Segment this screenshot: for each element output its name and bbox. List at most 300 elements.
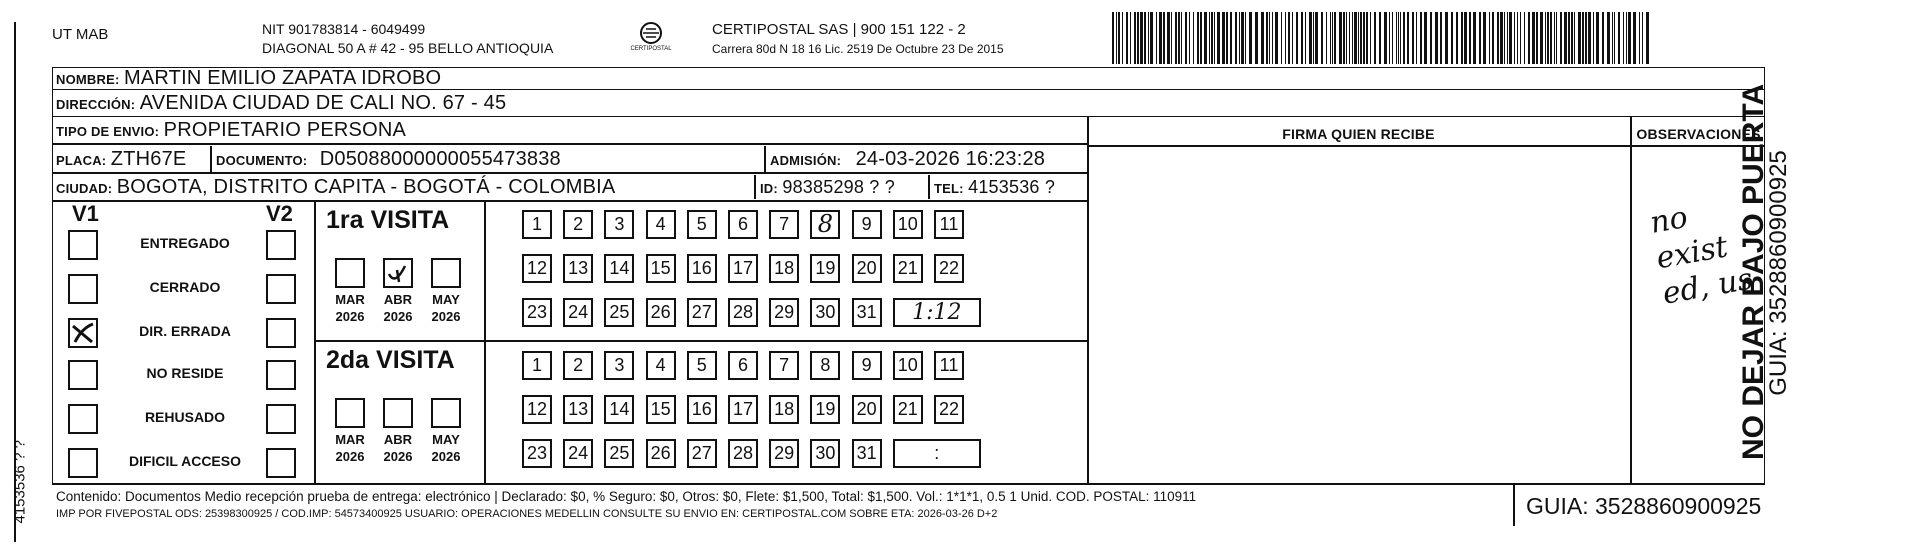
check-mark-icon xyxy=(385,260,411,286)
barcode-bar xyxy=(1360,12,1362,64)
day-box[interactable]: 6 xyxy=(728,351,758,380)
day-box[interactable]: 3 xyxy=(604,210,634,239)
barcode-bar xyxy=(1150,12,1153,64)
day-box[interactable]: 15 xyxy=(646,395,676,424)
barcode-bar xyxy=(1540,12,1543,64)
barcode-bar xyxy=(1582,12,1584,64)
day-box[interactable]: 7 xyxy=(769,351,799,380)
barcode-bar xyxy=(1171,12,1172,64)
observation-text: no exist ed, us xyxy=(1647,199,1756,312)
documento-label: DOCUMENTO: xyxy=(216,153,308,168)
barcode-bar xyxy=(1420,12,1422,64)
month-label: MAR xyxy=(335,292,365,307)
barcode-bar xyxy=(1440,12,1442,64)
barcode-bar xyxy=(1435,12,1438,64)
barcode-bar xyxy=(1596,12,1599,64)
day-box[interactable]: 22 xyxy=(934,395,964,424)
barcode-bar xyxy=(1261,12,1264,64)
barcode-bar xyxy=(1646,12,1649,64)
day-box[interactable]: 27 xyxy=(687,439,717,468)
barcode-bar xyxy=(1137,12,1139,64)
barcode-bar xyxy=(1614,12,1615,64)
carrier-name: CERTIPOSTAL SAS | 900 151 122 - 2 xyxy=(712,21,966,38)
barcode-bar xyxy=(1403,12,1405,64)
year-label: 2026 xyxy=(383,449,413,464)
status-label: NO RESIDE xyxy=(146,365,224,381)
barcode-bar xyxy=(1626,12,1627,64)
direccion-value: AVENIDA CIUDAD DE CALI NO. 67 - 45 xyxy=(139,92,507,114)
company-address: DIAGONAL 50 A # 42 - 95 BELLO ANTIOQUIA xyxy=(262,40,554,56)
barcode-bar xyxy=(1211,12,1213,64)
barcode-bar xyxy=(1479,12,1481,64)
day-box[interactable]: 20 xyxy=(852,254,882,283)
barcode-bar xyxy=(1214,12,1215,64)
day-box[interactable]: 5 xyxy=(687,210,717,239)
day-box[interactable]: 21 xyxy=(893,254,923,283)
barcode-bar xyxy=(1593,12,1594,64)
time-box[interactable]: : xyxy=(893,439,981,468)
month-checkbox[interactable] xyxy=(431,398,461,428)
barcode-bar xyxy=(1354,12,1357,64)
barcode-bar xyxy=(1226,12,1228,64)
barcode-bar xyxy=(1230,12,1232,64)
day-box[interactable]: 24 xyxy=(563,298,593,327)
logo-caption: CERTIPOSTAL xyxy=(630,46,672,52)
barcode-bar xyxy=(1424,12,1427,64)
status-label: DIFICIL ACCESO xyxy=(128,453,241,469)
month-label: ABR xyxy=(383,432,413,447)
barcode-bar xyxy=(1334,12,1336,64)
barcode-bar xyxy=(1181,12,1182,64)
day-box[interactable]: 17 xyxy=(728,395,758,424)
barcode-bar xyxy=(1618,12,1620,64)
barcode-bar xyxy=(1275,12,1278,64)
ciudad-bottom-line xyxy=(52,200,1088,202)
barcode-bar xyxy=(1532,12,1535,64)
barcode-bar xyxy=(1330,12,1331,64)
barcode-bar xyxy=(1269,12,1270,64)
barcode-bar xyxy=(1578,12,1581,64)
footer-contenido: Contenido: Documentos Medio recepción prueba de entrega: electrónico | Declarado: $0, % Seguro: $0, Otros: $0, Flete: $1,500, Total: $1,500. Vol.: 1*1*1, 0.5 1 Unid. COD. POSTAL: 110911 xyxy=(56,489,1197,504)
barcode-bar xyxy=(1554,12,1555,64)
barcode-bar xyxy=(1197,12,1199,64)
barcode-bar xyxy=(1520,12,1521,64)
guia-vertical xyxy=(1765,108,1795,438)
day-box[interactable]: 6 xyxy=(728,210,758,239)
barcode-bar xyxy=(1112,12,1114,64)
barcode-bar xyxy=(1396,12,1397,64)
day-box[interactable]: 28 xyxy=(728,298,758,327)
barcode-bar xyxy=(1352,12,1353,64)
day-box[interactable]: 19 xyxy=(810,395,840,424)
day-box[interactable]: 29 xyxy=(769,439,799,468)
barcode-bar xyxy=(1416,12,1417,64)
barcode-bar xyxy=(1309,12,1312,64)
v1-checkbox[interactable] xyxy=(68,360,98,390)
day-box[interactable]: 16 xyxy=(687,395,717,424)
admision-label: ADMISIÓN: xyxy=(770,153,842,168)
barcode-bar xyxy=(1167,12,1170,64)
barcode-bar xyxy=(1623,12,1624,64)
barcode-bar xyxy=(1140,12,1143,64)
barcode-bar xyxy=(1241,12,1244,64)
barcode-bar xyxy=(1321,12,1323,64)
day-box[interactable]: 26 xyxy=(646,439,676,468)
barcode-bar xyxy=(1245,12,1246,64)
month-label: MAY xyxy=(432,292,460,307)
day-box[interactable]: 9 xyxy=(852,210,882,239)
barcode-bar xyxy=(1633,12,1636,64)
barcode-bar xyxy=(1407,12,1409,64)
barcode-bar xyxy=(1536,12,1538,64)
barcode-bar xyxy=(1200,12,1202,64)
v2-checkbox[interactable] xyxy=(266,274,296,304)
day-box[interactable]: 24 xyxy=(563,439,593,468)
status-label: REHUSADO xyxy=(144,409,226,425)
barcode-bar xyxy=(1574,12,1575,64)
barcode-bar xyxy=(1239,12,1240,64)
barcode-bar xyxy=(1370,12,1371,64)
barcode-bar xyxy=(1189,12,1190,64)
day-box[interactable]: 13 xyxy=(563,254,593,283)
barcode-bar xyxy=(1492,12,1494,64)
footer-imp: IMP POR FIVEPOSTAL ODS: 25398300925 / COD.IMP: 54573400925 USUARIO: OPERACIONES MEDELLIN CONSULTE SU ENVIO EN: CERTIPOSTAL.COM SOBRE ETA: 2026-03-26 D+2 xyxy=(56,508,998,520)
barcode-bar xyxy=(1473,12,1476,64)
day-box[interactable]: 18 xyxy=(769,254,799,283)
barcode-bar xyxy=(1456,12,1458,64)
barcode xyxy=(1112,12,1652,64)
v2-checkbox[interactable] xyxy=(266,318,296,348)
barcode-bar xyxy=(1430,12,1432,64)
barcode-bar xyxy=(1379,12,1381,64)
visit-divider xyxy=(314,340,1088,342)
month-checkbox[interactable] xyxy=(383,398,413,428)
day-box[interactable]: 14 xyxy=(604,254,634,283)
barcode-bar xyxy=(1148,12,1149,64)
barcode-bar xyxy=(1469,12,1471,64)
day-box[interactable]: 8 xyxy=(810,351,840,380)
barcode-bar xyxy=(1461,12,1463,64)
barcode-bar xyxy=(1445,12,1448,64)
day-box[interactable]: 15 xyxy=(646,254,676,283)
ciudad-cell xyxy=(56,176,615,199)
day-box[interactable]: 7 xyxy=(769,210,799,239)
barcode-bar xyxy=(1545,12,1546,64)
barcode-bar xyxy=(1412,12,1414,64)
guia-vertical-text: GUIA: 3528860900925 xyxy=(1765,150,1792,396)
id-label: ID: xyxy=(760,181,778,196)
barcode-bar xyxy=(1400,12,1401,64)
nombre-label: NOMBRE: xyxy=(56,72,120,87)
barcode-bar xyxy=(1639,12,1640,64)
day-box[interactable]: 12 xyxy=(522,254,552,283)
day-box[interactable]: 25 xyxy=(604,298,634,327)
placa-cell xyxy=(56,148,186,171)
status-label: ENTREGADO xyxy=(140,235,230,251)
admision-value: 24-03-2026 16:23:28 xyxy=(855,148,1046,170)
v1-checkbox[interactable] xyxy=(68,230,98,260)
barcode-bar xyxy=(1547,12,1549,64)
barcode-bar xyxy=(1122,12,1123,64)
barcode-bar xyxy=(1204,12,1207,64)
tipo-value: PROPIETARIO PERSONA xyxy=(163,119,407,141)
day-box[interactable]: 27 xyxy=(687,298,717,327)
barcode-bar xyxy=(1509,12,1512,64)
check-mark-icon xyxy=(70,320,96,346)
barcode-bar xyxy=(1628,12,1631,64)
day-box[interactable]: 31 xyxy=(852,439,882,468)
barcode-bar xyxy=(1222,12,1225,64)
barcode-bar xyxy=(1389,12,1390,64)
month-label: MAR xyxy=(335,432,365,447)
direccion-row xyxy=(52,90,1765,117)
barcode-bar xyxy=(1464,12,1467,64)
obs-header: OBSERVACIONES xyxy=(1636,126,1761,142)
day-box[interactable]: 9 xyxy=(852,351,882,380)
barcode-bar xyxy=(1398,12,1399,64)
day-box[interactable]: 16 xyxy=(687,254,717,283)
barcode-bar xyxy=(1185,12,1187,64)
status-label: DIR. ERRADA xyxy=(139,323,231,339)
first-visit-title: 1ra VISITA xyxy=(326,206,450,234)
year-label: 2026 xyxy=(335,449,365,464)
barcode-bar xyxy=(1489,12,1490,64)
barcode-bar xyxy=(1175,12,1177,64)
barcode-bar xyxy=(1193,12,1194,64)
barcode-bar xyxy=(1497,12,1499,64)
day-box[interactable]: 8 xyxy=(810,210,840,239)
day-box[interactable]: 2 xyxy=(563,351,593,380)
day-box[interactable]: 10 xyxy=(893,210,923,239)
barcode-bar xyxy=(1612,12,1613,64)
v1-checkbox[interactable] xyxy=(68,404,98,434)
v1-checkbox[interactable] xyxy=(68,274,98,304)
day-box[interactable]: 25 xyxy=(604,439,634,468)
barcode-bar xyxy=(1217,12,1220,64)
tel-cell xyxy=(934,177,1055,198)
footer-guia-divider xyxy=(1513,484,1515,526)
barcode-bar xyxy=(1349,12,1350,64)
v2-label: V2 xyxy=(266,201,293,226)
barcode-bar xyxy=(1272,12,1273,64)
month-label: MAY xyxy=(432,432,460,447)
day-box[interactable]: 22 xyxy=(934,254,964,283)
barcode-bar xyxy=(1363,12,1365,64)
second-visit-title: 2da VISITA xyxy=(326,346,455,374)
day-box[interactable]: 23 xyxy=(522,298,552,327)
year-label: 2026 xyxy=(431,449,461,464)
barcode-bar xyxy=(1292,12,1293,64)
barcode-bar xyxy=(1358,12,1359,64)
nombre-value: MARTIN EMILIO ZAPATA IDROBO xyxy=(123,67,442,89)
tipo-bottom-line xyxy=(52,143,1088,145)
day-box[interactable]: 30 xyxy=(810,439,840,468)
barcode-bar xyxy=(1249,12,1252,64)
placa-value: ZTH67E xyxy=(110,148,187,170)
direccion-label: DIRECCIÓN: xyxy=(56,97,136,112)
ciudad-label: CIUDAD: xyxy=(56,181,113,196)
barcode-bar xyxy=(1178,12,1180,64)
tipo-label: TIPO DE ENVIO: xyxy=(56,124,160,139)
barcode-bar xyxy=(1504,12,1505,64)
v1-label: V1 xyxy=(72,201,99,226)
day-box[interactable]: 10 xyxy=(893,351,923,380)
barcode-bar xyxy=(1126,12,1128,64)
id-cell xyxy=(760,177,895,198)
documento-divider xyxy=(764,146,766,172)
firma-header: FIRMA QUIEN RECIBE xyxy=(1282,126,1435,142)
barcode-bar xyxy=(1550,12,1552,64)
day-box[interactable]: 12 xyxy=(522,395,552,424)
barcode-bar xyxy=(1556,12,1557,64)
barcode-bar xyxy=(1163,12,1165,64)
barcode-bar xyxy=(1235,12,1237,64)
day-box[interactable]: 28 xyxy=(728,439,758,468)
id-divider xyxy=(928,175,930,199)
barcode-bar xyxy=(1568,12,1570,64)
year-label: 2026 xyxy=(431,309,461,324)
barcode-bar xyxy=(1564,12,1567,64)
day-box[interactable]: 3 xyxy=(604,351,634,380)
day-box[interactable]: 13 xyxy=(563,395,593,424)
certipostal-logo xyxy=(626,20,676,56)
barcode-bar xyxy=(1266,12,1268,64)
tipo-row xyxy=(52,117,1088,144)
day-box[interactable]: 31 xyxy=(852,298,882,327)
day-box[interactable]: 11 xyxy=(934,351,964,380)
barcode-bar xyxy=(1585,12,1587,64)
v1-checkbox[interactable] xyxy=(68,318,98,348)
barcode-bar xyxy=(1384,12,1387,64)
barcode-bar xyxy=(1514,12,1515,64)
tel-value: 4153536 ? xyxy=(968,177,1056,197)
month-checkbox[interactable] xyxy=(335,398,365,428)
v2-checkbox[interactable] xyxy=(266,404,296,434)
barcode-bar xyxy=(1602,12,1604,64)
barcode-bar xyxy=(1339,12,1342,64)
day-box[interactable]: 21 xyxy=(893,395,923,424)
barcode-bar xyxy=(1116,12,1117,64)
company-nit: NIT 901783814 - 6049499 xyxy=(262,21,426,37)
company-short: UT MAB xyxy=(52,26,109,43)
barcode-bar xyxy=(1524,12,1525,64)
barcode-bar xyxy=(1144,12,1146,64)
barcode-bar xyxy=(1517,12,1518,64)
months-divider xyxy=(484,200,486,484)
time-box[interactable]: 1:12 xyxy=(893,298,981,327)
barcode-bar xyxy=(1507,12,1508,64)
v2-checkbox[interactable] xyxy=(266,448,296,478)
year-label: 2026 xyxy=(383,309,413,324)
day-box[interactable]: 11 xyxy=(934,210,964,239)
ciudad-divider xyxy=(754,175,756,199)
barcode-bar xyxy=(1255,12,1258,64)
barcode-bar xyxy=(1118,12,1120,64)
barcode-bar xyxy=(1301,12,1303,64)
barcode-bar xyxy=(1313,12,1314,64)
barcode-bar xyxy=(1305,12,1306,64)
month-checkbox[interactable] xyxy=(383,258,413,288)
barcode-bar xyxy=(1281,12,1282,64)
year-label: 2026 xyxy=(335,309,365,324)
barcode-bar xyxy=(1392,12,1393,64)
admision-cell xyxy=(770,148,1045,171)
status-divider xyxy=(314,200,316,484)
day-box[interactable]: 23 xyxy=(522,439,552,468)
day-box[interactable]: 17 xyxy=(728,254,758,283)
barcode-bar xyxy=(1607,12,1610,64)
day-box[interactable]: 1 xyxy=(522,210,552,239)
barcode-bar xyxy=(1483,12,1486,64)
day-box[interactable]: 4 xyxy=(646,210,676,239)
month-checkbox[interactable] xyxy=(335,258,365,288)
day-box[interactable]: 26 xyxy=(646,298,676,327)
barcode-bar xyxy=(1130,12,1131,64)
barcode-bar xyxy=(1528,12,1530,64)
no-dejar-text: NO DEJAR BAJO PUERTA xyxy=(1737,83,1770,460)
day-box[interactable]: 1 xyxy=(522,351,552,380)
tel-label: TEL: xyxy=(934,181,964,196)
barcode-bar xyxy=(1296,12,1298,64)
month-checkbox[interactable] xyxy=(431,258,461,288)
day-box[interactable]: 5 xyxy=(687,351,717,380)
nombre-row xyxy=(52,67,1765,90)
firma-header-line xyxy=(1087,145,1765,147)
documento-value: D05088000000055473838 xyxy=(319,148,561,170)
day-box[interactable]: 20 xyxy=(852,395,882,424)
day-box[interactable]: 18 xyxy=(769,395,799,424)
barcode-bar xyxy=(1134,12,1136,64)
v1-checkbox[interactable] xyxy=(68,448,98,478)
barcode-bar xyxy=(1156,12,1157,64)
barcode-bar xyxy=(1374,12,1376,64)
day-box[interactable]: 30 xyxy=(810,298,840,327)
placa-row xyxy=(52,146,1088,172)
v2-checkbox[interactable] xyxy=(266,360,296,390)
barcode-bar xyxy=(1560,12,1562,64)
ciudad-row xyxy=(52,173,1088,200)
obs-left-line xyxy=(1630,117,1632,484)
barcode-bar xyxy=(1451,12,1453,64)
status-label: CERRADO xyxy=(149,279,221,295)
day-box[interactable]: 2 xyxy=(563,210,593,239)
barcode-bar xyxy=(1326,12,1327,64)
left-phone-text: 4153536 ? ? xyxy=(11,440,29,524)
barcode-bar xyxy=(1366,12,1368,64)
v2-checkbox[interactable] xyxy=(266,230,296,260)
barcode-bar xyxy=(1346,12,1347,64)
barcode-bar xyxy=(1332,12,1333,64)
ciudad-value: BOGOTA, DISTRITO CAPITA - BOGOTÁ - COLOMBIA xyxy=(116,176,616,198)
footer-guia: GUIA: 3528860900925 xyxy=(1526,493,1762,519)
barcode-bar xyxy=(1288,12,1290,64)
day-box[interactable]: 19 xyxy=(810,254,840,283)
barcode-bar xyxy=(1285,12,1286,64)
placa-divider xyxy=(210,146,212,172)
barcode-bar xyxy=(1343,12,1345,64)
left-vertical-phone xyxy=(12,404,29,524)
id-value: 98385298 ? ? xyxy=(782,177,895,197)
placa-label: PLACA: xyxy=(56,153,107,168)
documento-cell xyxy=(216,148,561,171)
barcode-bar xyxy=(1159,12,1162,64)
day-box[interactable]: 4 xyxy=(646,351,676,380)
footer-top-line xyxy=(52,483,1765,485)
day-box[interactable]: 29 xyxy=(769,298,799,327)
barcode-bar xyxy=(1588,12,1591,64)
barcode-bar xyxy=(1315,12,1318,64)
day-box[interactable]: 14 xyxy=(604,395,634,424)
